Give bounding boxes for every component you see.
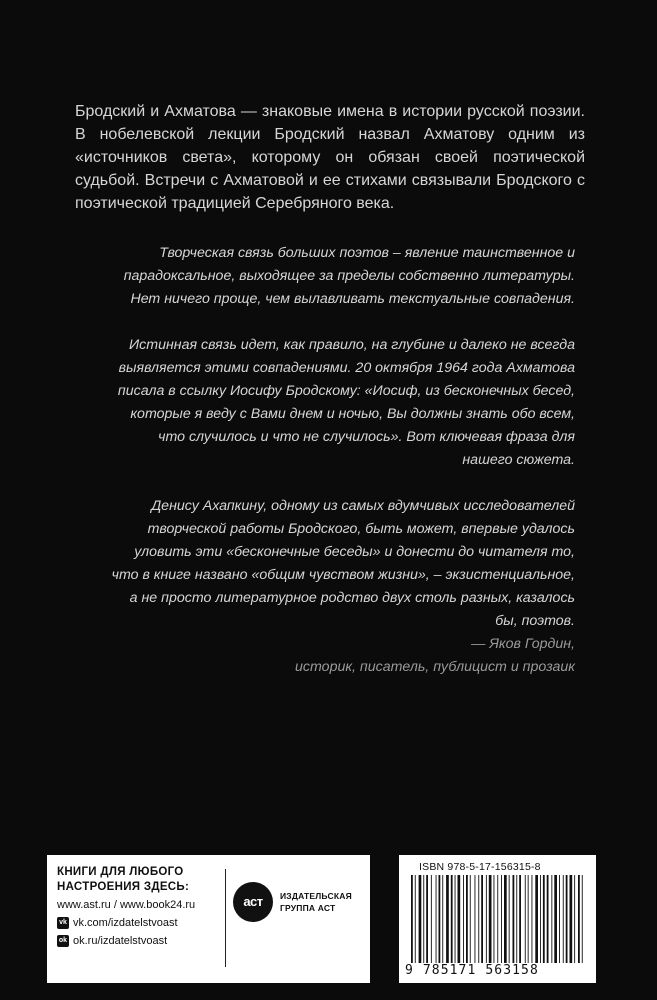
links-heading-line-2: НАСТРОЕНИЯ ЗДЕСЬ: <box>57 881 190 893</box>
isbn-digits: 9 785171 563158 <box>405 963 539 978</box>
links-heading-line-1: КНИГИ ДЛЯ ЛЮБОГО <box>57 866 184 878</box>
quote-author-role: историк, писатель, публицист и прозаик <box>295 659 575 675</box>
publisher-info-box <box>47 855 370 983</box>
ok-link[interactable] <box>57 933 237 949</box>
ast-logo: аст <box>233 882 273 922</box>
quote-block <box>105 242 575 679</box>
quote-attribution <box>105 633 575 679</box>
links-heading <box>57 865 237 895</box>
ok-link-text: ok.ru/izdatelstvoast <box>73 935 168 947</box>
website-link[interactable] <box>57 897 237 913</box>
vk-link-text: vk.com/izdatelstvoast <box>73 917 178 929</box>
isbn-label: ISBN 978-5-17-156315-8 <box>419 861 541 873</box>
quote-paragraph-1: Творческая связь больших поэтов – явление таинственное и парадоксальное, выходящее за пределы собственно литературы. Нет ничего проще, чем вылавливать текстуальные совпадения. <box>123 245 575 307</box>
links-section <box>57 865 237 949</box>
quote-author: — Яков Гордин, <box>471 636 575 652</box>
quote-paragraph-2: Истинная связь идет, как правило, на глубине и далеко не всегда выявляется этими совпадениями. 20 октября 1964 года Ахматова писала в ссылку Иосифу Бродскому: «Иосиф, из бесконечных бесед, которые я веду с Вами днем и ночью, Вы должны знать обо всем, что случилось и что не случилось». Вот ключевая фраза для нашего сюжета. <box>117 337 575 468</box>
intro-paragraph: Бродский и Ахматова — знаковые имена в истории русской поэзии. В нобелевской лекции Бродский назвал Ахматову одним из «источников света», которому он обязан своей поэтической судьбой. Встречи с Ахматовой и ее стихами связывали Бродского с поэтической традицией Серебряного века. <box>75 103 585 212</box>
quote-paragraph-3: Денису Ахапкину, одному из самых вдумчивых исследователей творческой работы Бродского, быть может, впервые удалось уловить эти «бесконечные беседы» и донести до читателя то, что в книге названо «общим чувством жизни», – экзистенциальное, а не просто литературное родство двух столь разных, казалось бы, поэтов. <box>111 498 575 629</box>
publisher-name-line-2: ГРУППА АСТ <box>280 903 336 913</box>
odnoklassniki-icon: ok <box>57 935 69 947</box>
publisher-name-line-1: ИЗДАТЕЛЬСКАЯ <box>280 891 352 901</box>
website-link-text: www.ast.ru / www.book24.ru <box>57 899 196 911</box>
vk-link[interactable] <box>57 915 237 931</box>
publisher-name <box>280 890 365 914</box>
box-divider <box>225 869 226 967</box>
isbn-box <box>399 855 596 983</box>
barcode <box>409 875 587 963</box>
vk-icon: vk <box>57 917 69 929</box>
